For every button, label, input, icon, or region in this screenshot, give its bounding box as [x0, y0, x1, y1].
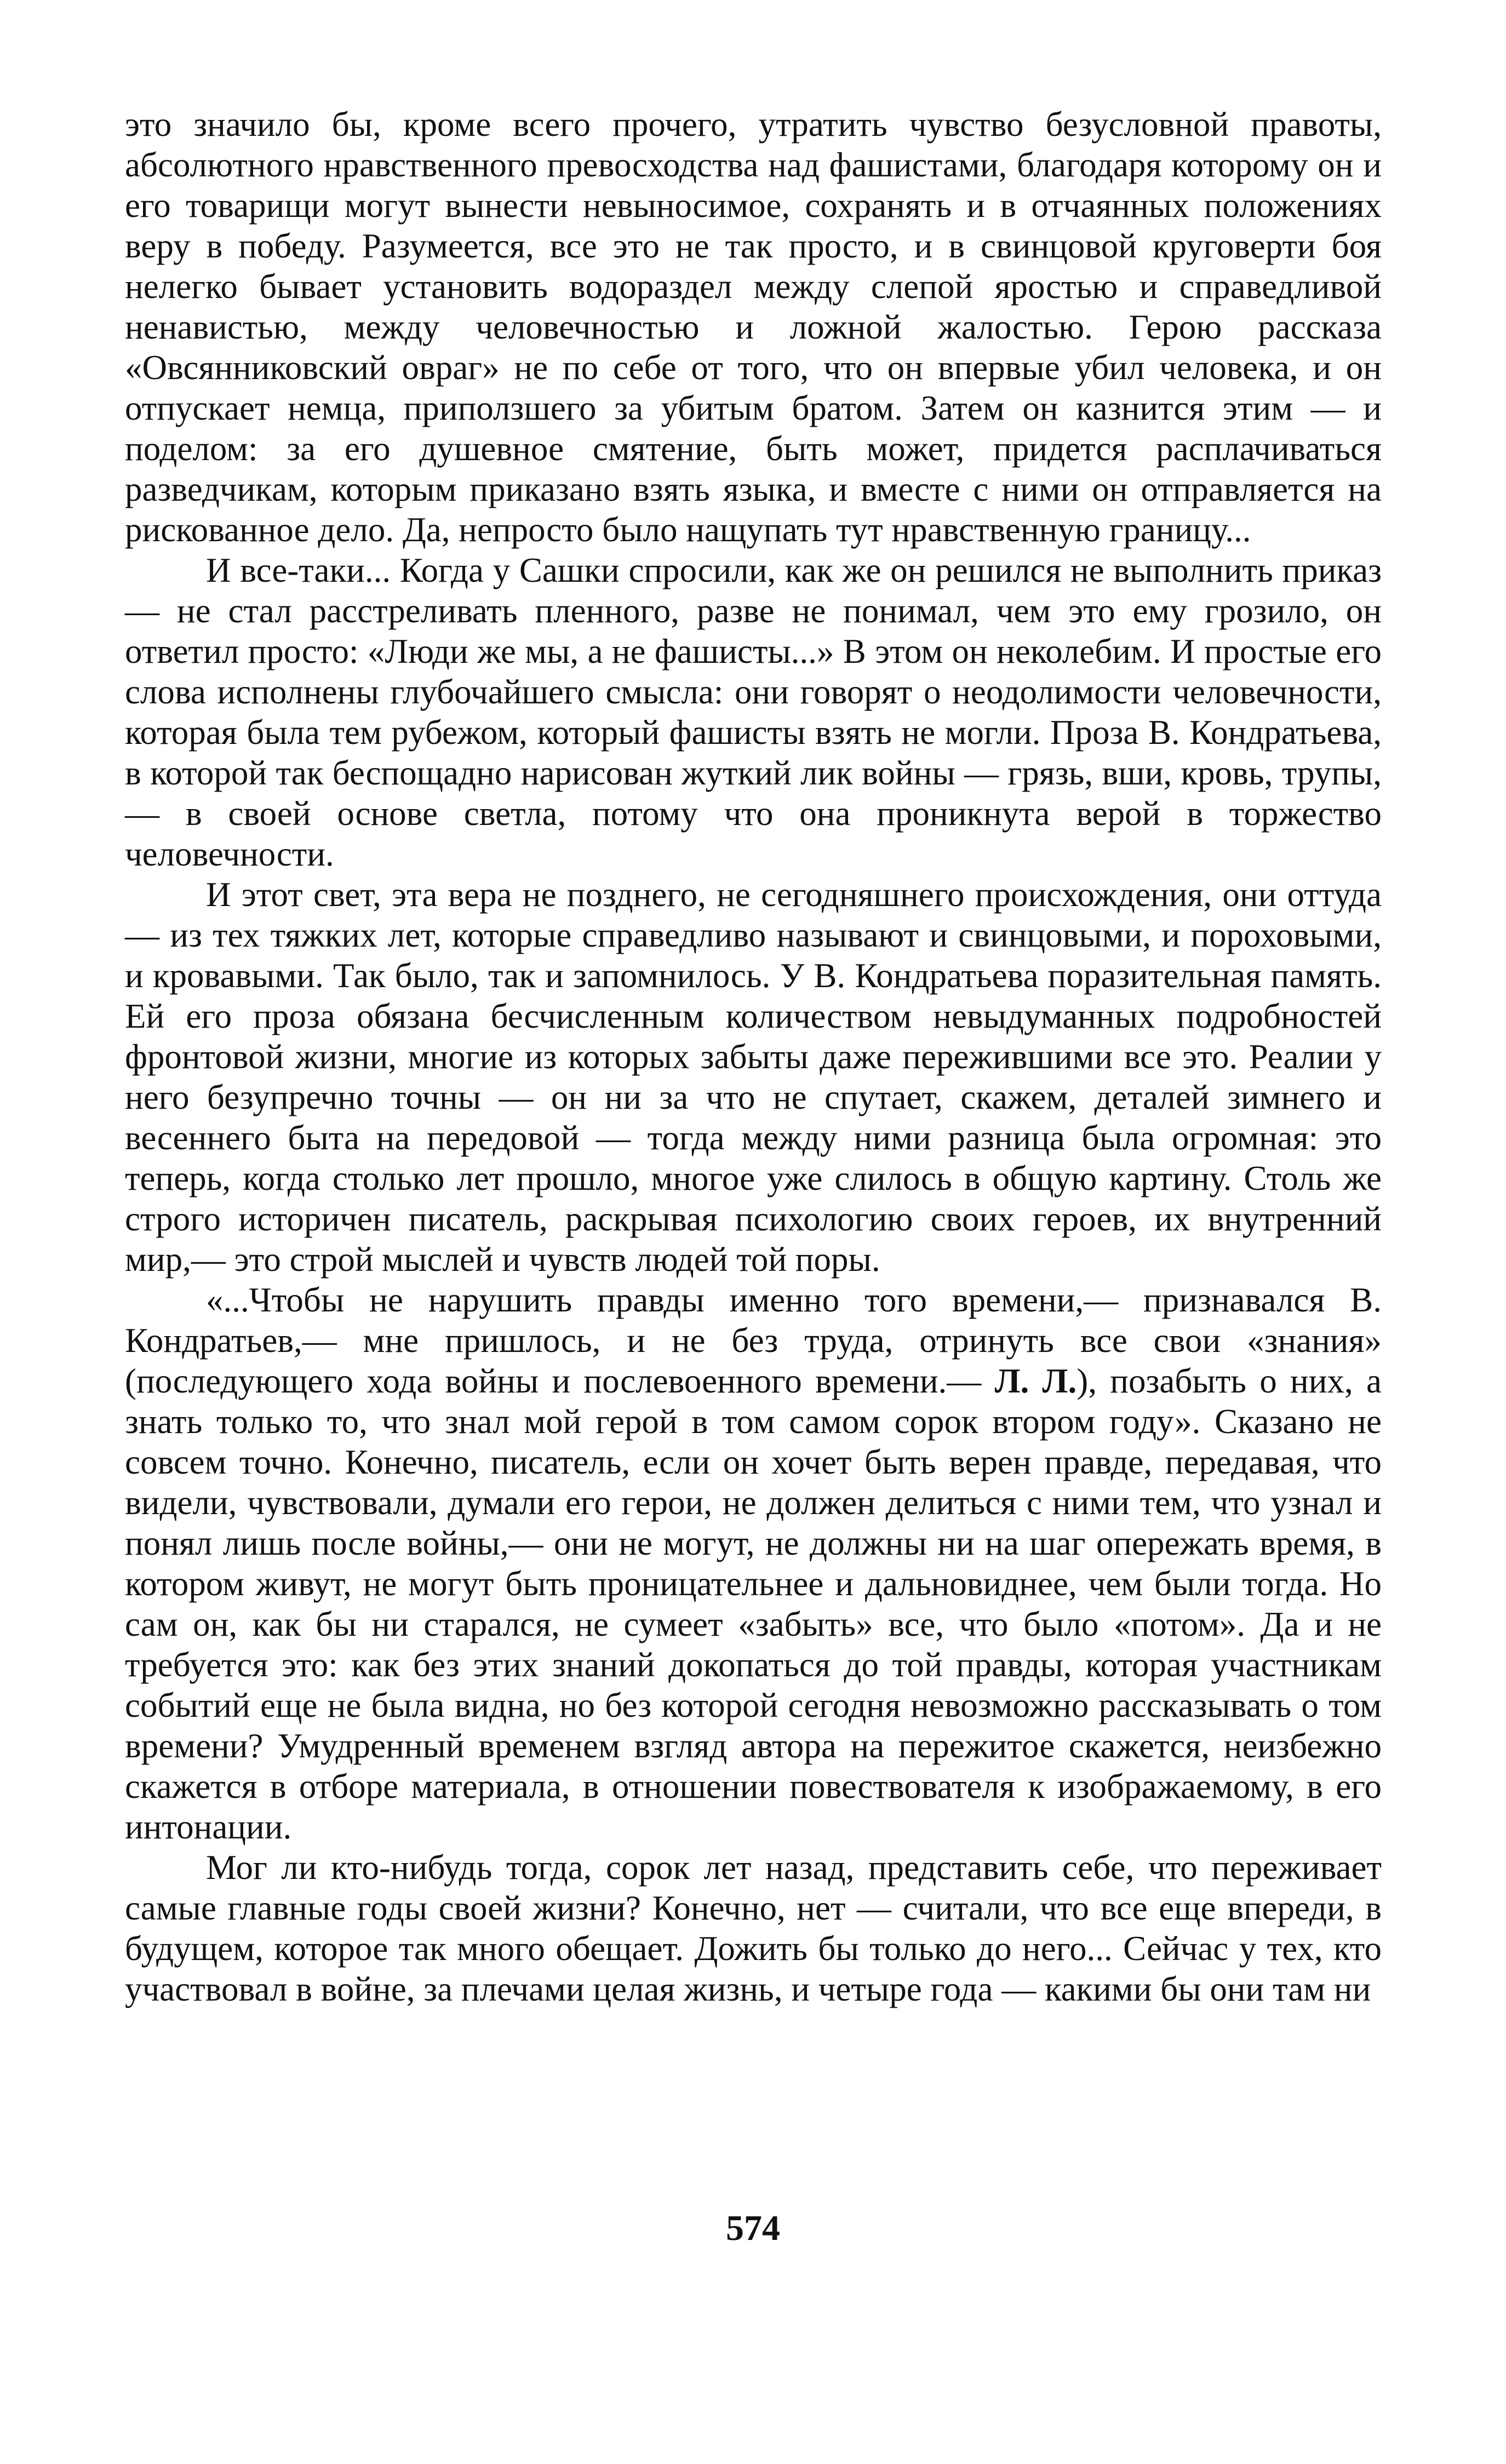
page-number: 574: [726, 2208, 780, 2248]
paragraph-quote: [125, 1280, 1382, 1847]
quote-text-before: «...Чтобы не нарушить правды именно того времени,— признавался В. Кондратьев,— мне пришлось, и не без труда, отринуть все свои «знания» (последующего хода войны и послевоенного времени.—: [125, 1281, 1382, 1400]
author-initials: Л. Л.: [994, 1362, 1077, 1400]
paragraph-continued: это значило бы, кроме всего прочего, утратить чувство безусловной правоты, абсолютного нравственного превосходства над фашистами, благодаря которому он и его товарищи могут вынести невыносимое, сохранять и в отчаянных положениях веру в победу. Разумеется, все это не так просто, и в свинцовой круговерти боя нелегко бывает установить водораздел между слепой яростью и справедливой ненавистью, между человечностью и ложной жалостью. Герою рассказа «Овсянниковский овраг» не по себе от того, что он впервые убил человека, и он отпускает немца, приползшего за убитым братом. Затем он казнится этим — и поделом: за его душевное смятение, быть может, придется расплачиваться разведчикам, которым приказано взять языка, и вместе с ними он отправляется на рискованное дело. Да, непросто было нащупать тут нравственную границу...: [125, 105, 1382, 549]
quote-text-after: ), позабыть о них, а знать только то, что знал мой герой в том самом сорок втором году». Сказано не совсем точно. Конечно, писатель, если он хочет быть верен правде, передавая, что видели, чувствовали, думали его герои, не должен делиться с ними тем, что узнал и понял лишь после войны,— они не могут, не должны ни на шаг опережать время, в котором живут, не могут быть проницательнее и дальновиднее, чем были тогда. Но сам он, как бы ни старался, не сумеет «забыть» все, что было «потом». Да и не требуется это: как без этих знаний докопаться до той правды, которая участникам событий еще не была видна, но без которой сегодня невозможно рассказывать о том времени? Умудренный временем взгляд автора на пережитое скажется, неизбежно скажется в отборе материала, в отношении повествователя к изображаемому, в его интонации.: [125, 1362, 1382, 1846]
paragraph-sashka: И все-таки... Когда у Сашки спросили, как же он решился не выполнить приказ — не стал расстреливать пленного, разве не понимал, чем это ему грозило, он ответил просто: «Люди же мы, а не фашисты...» В этом он неколебим. И простые его слова исполнены глубочайшего смысла: они говорят о неодолимости человечности, которая была тем рубежом, который фашисты взять не могли. Проза В. Кондратьева, в которой так беспощадно нарисован жуткий лик войны — грязь, вши, кровь, трупы,— в своей основе светла, потому что она проникнута верой в торжество человечности.: [125, 551, 1382, 873]
paragraph-final: Мог ли кто-нибудь тогда, сорок лет назад, представить себе, что переживает самые главные годы своей жизни? Конечно, нет — считали, что все еще впереди, в будущем, которое так много обещает. Дожить бы только до него... Сейчас у тех, кто участвовал в войне, за плечами целая жизнь, и четыре года — какими бы они там ни: [125, 1848, 1382, 2008]
book-page-text: [125, 104, 1382, 2009]
paragraph-memory: И этот свет, эта вера не позднего, не сегодняшнего происхождения, они оттуда — из тех тяжких лет, которые справедливо называют и свинцовыми, и пороховыми, и кровавыми. Так было, так и запомнилось. У В. Кондратьева поразительная память. Ей его проза обязана бесчисленным количеством невыдуманных подробностей фронтовой жизни, многие из которых забыты даже пережившими все это. Реалии у него безупречно точны — он ни за что не спутает, скажем, деталей зимнего и весеннего быта на передовой — тогда между ними разница была огромная: это теперь, когда столько лет прошло, многое уже слилось в общую картину. Столь же строго историчен писатель, раскрывая психологию своих героев, их внутренний мир,— это строй мыслей и чувств людей той поры.: [125, 875, 1382, 1279]
